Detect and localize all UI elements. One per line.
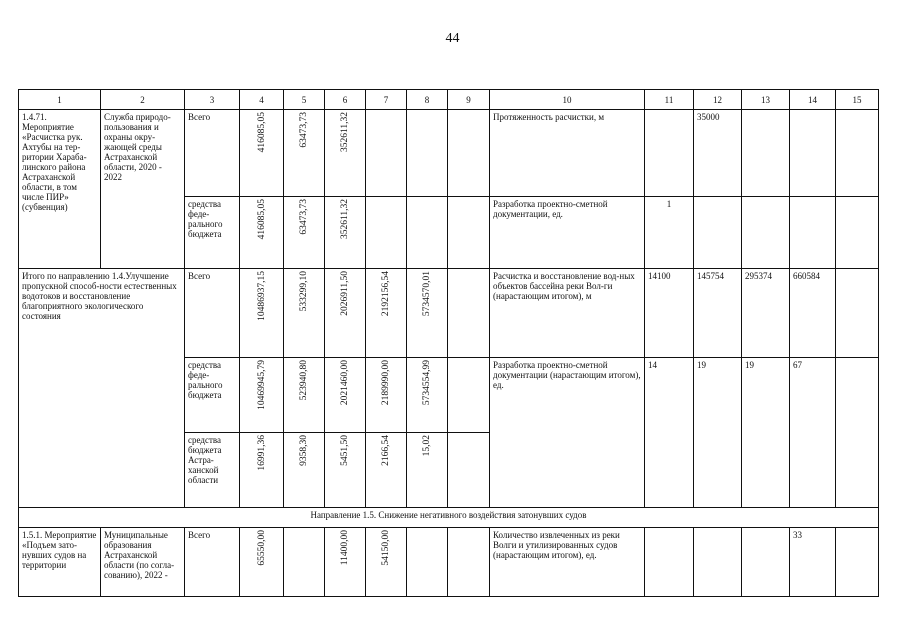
- funding-source: Всего: [185, 269, 240, 358]
- section-title: Направление 1.5. Снижение негативного воздействия затонувших судов: [19, 508, 879, 528]
- indicator-2022: [742, 528, 790, 597]
- header-cell: 2: [101, 90, 185, 110]
- measure-name: 1.5.1. Мероприятие «Подъем зато-нувших судов на территории: [19, 528, 101, 597]
- header-cell: 9: [448, 90, 490, 110]
- amount-2022: 2189990,00: [366, 358, 407, 433]
- indicator-2023: 33: [790, 528, 836, 597]
- header-cell: 7: [366, 90, 407, 110]
- amount-total: 10469945,79: [240, 358, 284, 433]
- amount-2020: 523940,80: [284, 358, 325, 433]
- amount-2020: 9358,30: [284, 433, 325, 508]
- header-cell: 14: [790, 90, 836, 110]
- amount-2021: 2021460,00: [325, 358, 366, 433]
- header-cell: 6: [325, 90, 366, 110]
- amount-2022: [366, 110, 407, 197]
- funding-source: средства бюджета Астра-ханской области: [185, 433, 240, 508]
- page-number: 44: [445, 31, 460, 46]
- indicator: Протяженность расчистки, м: [490, 110, 645, 197]
- indicator-2021: 145754: [694, 269, 742, 358]
- indicator-2023: 660584: [790, 269, 836, 358]
- amount-2022: [366, 197, 407, 269]
- amount-2024: [448, 528, 490, 597]
- funding-source: средства феде-рального бюджета: [185, 197, 240, 269]
- indicator-2023: 67: [790, 358, 836, 508]
- data-table: [18, 89, 879, 597]
- indicator-2020: 14: [645, 358, 694, 508]
- indicator-2020: 1: [645, 197, 694, 269]
- funding-source: Всего: [185, 110, 240, 197]
- amount-2023: 5734570,01: [407, 269, 448, 358]
- amount-2020: 533299,10: [284, 269, 325, 358]
- header-cell: 10: [490, 90, 645, 110]
- indicator-2021: [694, 528, 742, 597]
- amount-2020: [284, 528, 325, 597]
- indicator-2023: [790, 110, 836, 197]
- amount-total: 416085,05: [240, 110, 284, 197]
- amount-2021: 5451,50: [325, 433, 366, 508]
- header-cell: 15: [836, 90, 879, 110]
- amount-2021: 352611,32: [325, 197, 366, 269]
- amount-2022: 2192156,54: [366, 269, 407, 358]
- amount-2023: [407, 528, 448, 597]
- header-cell: 4: [240, 90, 284, 110]
- indicator-2022: 19: [742, 358, 790, 508]
- funding-source: Всего: [185, 528, 240, 597]
- table-row: [19, 110, 879, 197]
- indicator-2020: [645, 110, 694, 197]
- indicator-2022: 295374: [742, 269, 790, 358]
- indicator: Количество извлеченных из реки Волги и утилизированных судов (нарастающим итогом), ед.: [490, 528, 645, 597]
- measure-name: 1.4.71. Мероприятие «Расчистка рук. Ахтубы на тер-ритории Хараба-линского района Астраханской области, в том числе ПИР» (субвенция): [19, 110, 101, 269]
- indicator-2021: 19: [694, 358, 742, 508]
- header-cell: 13: [742, 90, 790, 110]
- table-row: [19, 269, 879, 358]
- indicator-2024: [836, 528, 879, 597]
- amount-2020: 63473,73: [284, 110, 325, 197]
- indicator-2022: [742, 197, 790, 269]
- indicator-2020: [645, 528, 694, 597]
- executor: Служба природо-пользования и охраны окру-жающей среды Астраханской области, 2020 - 2022: [101, 110, 185, 269]
- indicator-2024: [836, 358, 879, 508]
- amount-2021: 2026911,50: [325, 269, 366, 358]
- amount-2023: 5734554,99: [407, 358, 448, 433]
- amount-2024: [448, 110, 490, 197]
- amount-2023: 15,02: [407, 433, 448, 508]
- indicator-2021: [694, 197, 742, 269]
- amount-2021: 352611,32: [325, 110, 366, 197]
- indicator-2020: 14100: [645, 269, 694, 358]
- amount-2022: 2166,54: [366, 433, 407, 508]
- header-cell: 8: [407, 90, 448, 110]
- amount-total: 10486937,15: [240, 269, 284, 358]
- amount-2023: [407, 197, 448, 269]
- header-cell: 12: [694, 90, 742, 110]
- header-cell: 11: [645, 90, 694, 110]
- header-cell: 1: [19, 90, 101, 110]
- indicator-2022: [742, 110, 790, 197]
- amount-2023: [407, 110, 448, 197]
- amount-2020: 63473,73: [284, 197, 325, 269]
- executor: Муниципальные образования Астраханской области (по согла-сованию), 2022 -: [101, 528, 185, 597]
- header-cell: 5: [284, 90, 325, 110]
- amount-2021: 11400,00: [325, 528, 366, 597]
- amount-total: 65550,00: [240, 528, 284, 597]
- amount-2024: [448, 197, 490, 269]
- amount-2024: [448, 433, 490, 508]
- amount-2022: 54150,00: [366, 528, 407, 597]
- indicator-2024: [836, 197, 879, 269]
- indicator-2023: [790, 197, 836, 269]
- indicator: Разработка проектно-сметной документации, ед.: [490, 197, 645, 269]
- table-row: [19, 528, 879, 597]
- amount-total: 416085,05: [240, 197, 284, 269]
- direction-total-name: Итого по направлению 1.4.Улучшение пропускной способ-ности естественных водотоков и восстановление благоприятного экологического состояния: [19, 269, 185, 508]
- indicator: Расчистка и восстановление вод-ных объектов бассейна реки Вол-ги (нарастающим итогом), м: [490, 269, 645, 358]
- indicator-2024: [836, 269, 879, 358]
- amount-2024: [448, 269, 490, 358]
- section-row: [19, 508, 879, 528]
- funding-source: средства феде-рального бюджета: [185, 358, 240, 433]
- header-row: [19, 90, 879, 110]
- amount-2024: [448, 358, 490, 433]
- amount-total: 16991,36: [240, 433, 284, 508]
- indicator-2024: [836, 110, 879, 197]
- indicator-2021: 35000: [694, 110, 742, 197]
- indicator: Разработка проектно-сметной документации (нарастающим итогом), ед.: [490, 358, 645, 508]
- header-cell: 3: [185, 90, 240, 110]
